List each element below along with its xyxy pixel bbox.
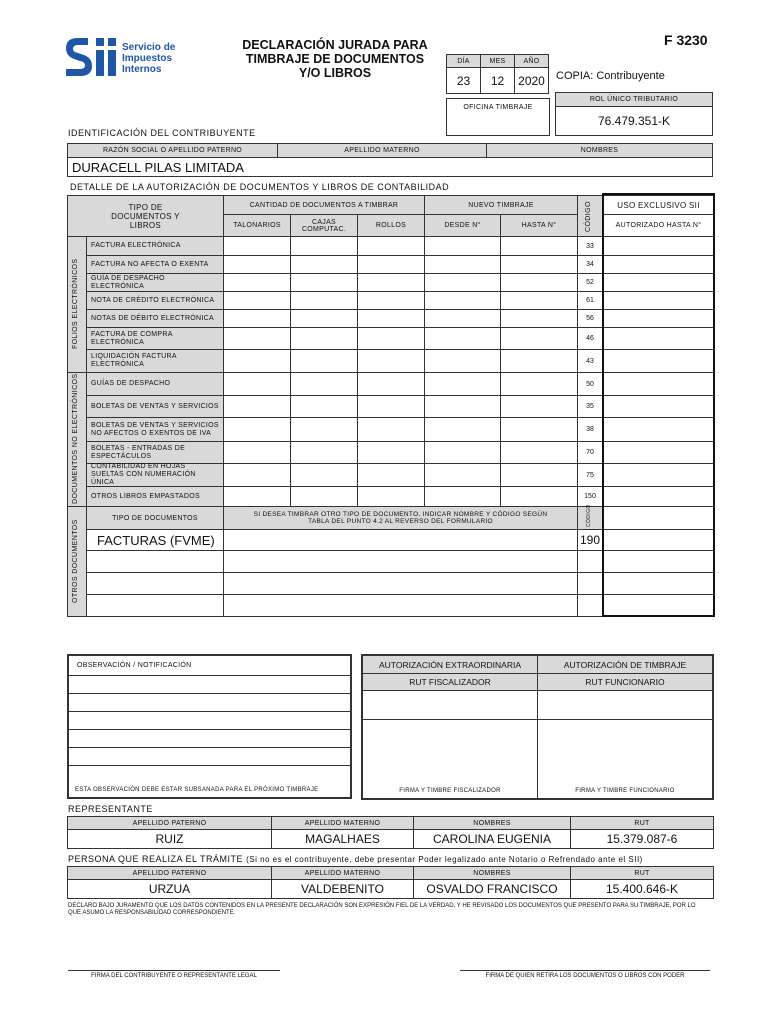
- form-code: F 3230: [664, 32, 708, 48]
- id-col2-header: APELLIDO MATERNO: [277, 143, 487, 158]
- detalle.rows2-row-input[interactable]: [223, 463, 291, 487]
- detalle-title: DETALLE DE LA AUTORIZACIÓN DE DOCUMENTOS Y LIBROS DE CONTABILIDAD: [70, 182, 450, 192]
- otros-note-field[interactable]: [223, 572, 578, 595]
- otros-tipo-header: TIPO DE DOCUMENTOS: [86, 506, 224, 530]
- date-anio-label: AÑO: [514, 54, 549, 68]
- otros-doc-field[interactable]: FACTURAS (FVME): [86, 529, 224, 551]
- detalle.rows2-row-input[interactable]: [424, 395, 501, 418]
- detalle.rows1-row-input[interactable]: [424, 327, 501, 350]
- detalle.rows1-row-input[interactable]: [424, 291, 501, 310]
- detalle.rows1-row-input[interactable]: [223, 327, 291, 350]
- detalle.rows1-row-input[interactable]: [424, 236, 501, 256]
- identificacion-title: IDENTIFICACIÓN DEL CONTRIBUYENTE: [68, 128, 256, 138]
- detalle.rows1-row-input[interactable]: [500, 273, 578, 292]
- razon-social-field[interactable]: DURACELL PILAS LIMITADA: [67, 157, 713, 177]
- detalle.rows2-row-code: 50: [577, 372, 603, 396]
- rep-h1: APELLIDO PATERNO: [67, 816, 272, 830]
- detalle.rows1-row-code: 56: [577, 309, 603, 328]
- detalle.rows2-row-autorizado[interactable]: [603, 486, 714, 507]
- detalle.rows2-row-input[interactable]: [500, 486, 578, 507]
- date-dia-label: DÍA: [446, 54, 481, 68]
- rep-rut-field[interactable]: 15.379.087-6: [570, 829, 714, 849]
- folios-group-label: FOLIOS ELECTRÓNICOS: [72, 258, 79, 350]
- detalle.rows2-row-autorizado[interactable]: [603, 463, 714, 487]
- detalle.rows1-row-label: LIQUIDACIÓN FACTURA ELECTRÓNICA: [86, 349, 224, 373]
- detalle.rows1-row-input[interactable]: [223, 309, 291, 328]
- tra-h3: NOMBRES: [413, 866, 571, 880]
- tra-h2: APELLIDO MATERNO: [271, 866, 414, 880]
- detalle.rows2-row-input[interactable]: [223, 372, 291, 396]
- copia-label: COPIA: Contribuyente: [556, 70, 665, 82]
- firma-fiscalizador-label: FIRMA Y TIMBRE FISCALIZADOR: [399, 788, 501, 794]
- rep-h4: RUT: [570, 816, 714, 830]
- rut-funcionario-header: RUT FUNCIONARIO: [537, 673, 713, 691]
- detalle.rows2-row-input[interactable]: [424, 486, 501, 507]
- detalle.rows1-row-input[interactable]: [290, 273, 358, 292]
- detalle.rows1-row-input[interactable]: [357, 291, 425, 310]
- otros-autorizado-field[interactable]: [603, 550, 714, 573]
- otros-autorizado-field[interactable]: [603, 529, 714, 551]
- rut-value[interactable]: 76.479.351-K: [555, 106, 713, 136]
- otros-group-label: OTROS DOCUMENTOS: [72, 519, 79, 603]
- sub-rollos: ROLLOS: [357, 214, 425, 237]
- tra-nombres-field[interactable]: OSVALDO FRANCISCO: [413, 879, 571, 899]
- firma-retira-label: FIRMA DE QUIEN RETIRA LOS DOCUMENTOS O LIBROS CON PODER: [485, 973, 685, 979]
- detalle.rows2-row-input[interactable]: [290, 417, 358, 442]
- firma-funcionario-area[interactable]: [537, 719, 713, 799]
- detalle.rows2-row-input[interactable]: [357, 441, 425, 464]
- rep-paterno-field[interactable]: RUIZ: [67, 829, 272, 849]
- detalle.rows2-row-autorizado[interactable]: [603, 372, 714, 396]
- sub-cajas: CAJAS COMPUTAC.: [290, 214, 358, 237]
- otros-autorizado-field[interactable]: [603, 572, 714, 595]
- detalle.rows2-row-input[interactable]: [424, 372, 501, 396]
- otros-doc-field[interactable]: [86, 572, 224, 595]
- tra-materno-field[interactable]: VALDEBENITO: [271, 879, 414, 899]
- tra-rut-field[interactable]: 15.400.646-K: [570, 879, 714, 899]
- detalle.rows2-row-code: 150: [577, 486, 603, 507]
- detalle.rows1-row-input[interactable]: [357, 236, 425, 256]
- detalle.rows1-row-input[interactable]: [290, 309, 358, 328]
- tipo-header: TIPO DE DOCUMENTOS Y LIBROS: [67, 195, 224, 237]
- detalle.rows1-row-input[interactable]: [500, 349, 578, 373]
- otros-note-field[interactable]: [223, 550, 578, 573]
- title-line2: TIMBRAJE DE DOCUMENTOS: [245, 52, 425, 66]
- detalle.rows2-row-code: 70: [577, 441, 603, 464]
- detalle.rows2-row-input[interactable]: [500, 417, 578, 442]
- detalle.rows1-row-input[interactable]: [357, 309, 425, 328]
- detalle.rows1-row-input[interactable]: [223, 291, 291, 310]
- detalle.rows1-row-code: 43: [577, 349, 603, 373]
- detalle.rows1-row-input[interactable]: [223, 255, 291, 274]
- detalle.rows2-row-label: GUÍAS DE DESPACHO: [86, 372, 224, 396]
- detalle.rows1-row-input[interactable]: [357, 327, 425, 350]
- detalle.rows2-row-input[interactable]: [357, 372, 425, 396]
- otros-doc-field[interactable]: [86, 594, 224, 617]
- detalle.rows2-row-input[interactable]: [290, 463, 358, 487]
- detalle.rows2-row-autorizado[interactable]: [603, 395, 714, 418]
- autorizacion-timbraje-header: AUTORIZACIÓN DE TIMBRAJE: [537, 655, 713, 674]
- cantidad-header: CANTIDAD DE DOCUMENTOS A TIMBRAR: [223, 195, 425, 215]
- detalle.rows2-row-input[interactable]: [357, 486, 425, 507]
- representante-title: REPRESENTANTE: [68, 804, 153, 814]
- title-line3: Y/O LIBROS: [298, 66, 372, 80]
- sub-desde: DESDE N°: [424, 214, 501, 237]
- rep-nombres-field[interactable]: CAROLINA EUGENIA: [413, 829, 571, 849]
- rep-h2: APELLIDO MATERNO: [271, 816, 414, 830]
- detalle.rows1-row-input[interactable]: [500, 236, 578, 256]
- detalle.rows1-row-input[interactable]: [223, 273, 291, 292]
- detalle.rows2-row-autorizado[interactable]: [603, 417, 714, 442]
- detalle.rows2-row-input[interactable]: [357, 395, 425, 418]
- detalle.rows1-row-autorizado[interactable]: [603, 309, 714, 328]
- otros-code-field[interactable]: [577, 572, 603, 595]
- detalle.rows1-row-input[interactable]: [424, 309, 501, 328]
- codigo-header-label: CÓDIGO: [585, 201, 592, 232]
- detalle.rows2-row-label: BOLETAS DE VENTAS Y SERVICIOS NO AFECTOS O EXENTOS DE IVA: [86, 417, 224, 442]
- rep-materno-field[interactable]: MAGALHAES: [271, 829, 414, 849]
- date-anio-value[interactable]: 2020: [514, 67, 549, 94]
- observacion-line[interactable]: [69, 693, 350, 694]
- observacion-title: OBSERVACIÓN / NOTIFICACIÓN: [77, 662, 192, 669]
- detalle.rows1-row-input[interactable]: [290, 236, 358, 256]
- detalle.rows2-row-code: 35: [577, 395, 603, 418]
- firma-funcionario-label: FIRMA Y TIMBRE FUNCIONARIO: [575, 788, 675, 794]
- otros-code-field[interactable]: [577, 550, 603, 573]
- detalle.rows2-row-label: CONTABILIDAD EN HOJAS SUELTAS CON NUMERACIÓN ÚNICA: [86, 463, 224, 487]
- tra-h1: APELLIDO PATERNO: [67, 866, 272, 880]
- detalle.rows1-row-code: 46: [577, 327, 603, 350]
- firma-fiscalizador-area[interactable]: [362, 719, 538, 799]
- detalle.rows1-row-autorizado[interactable]: [603, 273, 714, 292]
- detalle.rows2-row-autorizado[interactable]: [603, 441, 714, 464]
- logo-line3: Internos: [122, 64, 162, 75]
- detalle.rows2-row-label: OTROS LIBROS EMPASTADOS: [86, 486, 224, 507]
- detalle.rows1-row-input[interactable]: [223, 236, 291, 256]
- detalle.rows1-row-input[interactable]: [424, 273, 501, 292]
- date-dia-value[interactable]: 23: [446, 67, 481, 94]
- declaracion-text: DECLARO BAJO JURAMENTO QUE LOS DATOS CONTENIDOS EN LA PRESENTE DECLARACIÓN SON EXPRESIÓN FIEL DE LA VERDAD, Y HE REVISADO LOS DOCUMENTOS QUE PRESENTO PARA SU TIMBRAJE, POR LO QUE ASUMO LA RESPONSABILIDAD CORRESPONDIENTE.: [68, 903, 696, 916]
- nuevo-header: NUEVO TIMBRAJE: [424, 195, 578, 215]
- detalle.rows2-row-code: 75: [577, 463, 603, 487]
- otros-code-field[interactable]: [577, 594, 603, 617]
- detalle.rows1-row-code: 33: [577, 236, 603, 256]
- detalle.rows2-row-input[interactable]: [424, 441, 501, 464]
- otros-doc-field[interactable]: [86, 550, 224, 573]
- detalle.rows1-row-label: FACTURA ELECTRÓNICA: [86, 236, 224, 256]
- sub-talonarios: TALONARIOS: [223, 214, 291, 237]
- detalle.rows2-row-input[interactable]: [424, 417, 501, 442]
- observacion-line[interactable]: [69, 729, 350, 730]
- detalle.rows1-row-input[interactable]: [424, 255, 501, 274]
- observacion-footer: ESTA OBSERVACIÓN DEBE ESTAR SUBSANADA PARA EL PRÓXIMO TIMBRAJE: [75, 787, 319, 793]
- detalle.rows1-row-code: 61: [577, 291, 603, 310]
- observacion-line[interactable]: [69, 747, 350, 748]
- detalle.rows1-row-autorizado[interactable]: [603, 327, 714, 350]
- detalle.rows2-row-input[interactable]: [500, 441, 578, 464]
- otros-code-field[interactable]: 190: [577, 529, 603, 551]
- detalle.rows1-row-input[interactable]: [500, 327, 578, 350]
- detalle.rows1-row-code: 52: [577, 273, 603, 292]
- detalle.rows2-row-label: BOLETAS DE VENTAS Y SERVICIOS: [86, 395, 224, 418]
- detalle.rows1-row-label: NOTA DE CRÉDITO ELECTRÓNICA: [86, 291, 224, 310]
- detalle.rows2-row-input[interactable]: [290, 372, 358, 396]
- oficina-timbraje-box[interactable]: [446, 98, 550, 136]
- detalle.rows1-row-input[interactable]: [500, 291, 578, 310]
- detalle.rows1-row-autorizado[interactable]: [603, 291, 714, 310]
- autorizado-header: AUTORIZADO HASTA N°: [603, 214, 714, 237]
- detalle.rows2-row-code: 38: [577, 417, 603, 442]
- uso-sii-header: USO EXCLUSIVO SII: [603, 195, 714, 215]
- autorizacion-extra-header: AUTORIZACIÓN EXTRAORDINARIA: [362, 655, 538, 674]
- detalle.rows2-row-input[interactable]: [223, 486, 291, 507]
- logo-line1: Servicio de: [122, 42, 176, 53]
- sub-hasta: HASTA N°: [500, 214, 578, 237]
- rut-fiscalizador-field[interactable]: [362, 690, 538, 720]
- detalle.rows1-row-label: NOTAS DE DÉBITO ELECTRÓNICA: [86, 309, 224, 328]
- detalle.rows1-row-label: FACTURA NO AFECTA O EXENTA: [86, 255, 224, 274]
- otros-note-field[interactable]: [223, 594, 578, 617]
- observacion-line[interactable]: [69, 711, 350, 712]
- tramite-title: PERSONA QUE REALIZA EL TRÁMITE: [68, 854, 244, 864]
- detalle.rows2-row-input[interactable]: [223, 417, 291, 442]
- detalle.rows2-row-input[interactable]: [290, 486, 358, 507]
- detalle.rows2-row-input[interactable]: [424, 463, 501, 487]
- rep-h3: NOMBRES: [413, 816, 571, 830]
- otros-codigo-label: CÓDIGO: [586, 504, 592, 527]
- date-mes-value[interactable]: 12: [480, 67, 515, 94]
- firma-contribuyente-line[interactable]: [68, 970, 280, 971]
- detalle.rows2-row-input[interactable]: [357, 417, 425, 442]
- observacion-line[interactable]: [69, 675, 350, 676]
- no-electronicos-group-label: DOCUMENTOS NO ELECTRÓNICOS: [72, 373, 79, 505]
- detalle.rows1-row-input[interactable]: [223, 349, 291, 373]
- tra-paterno-field[interactable]: URZUA: [67, 879, 272, 899]
- tramite-subtitle: (Si no es el contribuyente, debe presentar Poder legalizado ante Notario o Refrendado ante el SII): [246, 855, 643, 864]
- detalle.rows1-row-input[interactable]: [290, 349, 358, 373]
- detalle.rows1-row-label: GUÍA DE DESPACHO ELECTRÓNICA: [86, 273, 224, 292]
- tra-h4: RUT: [570, 866, 714, 880]
- detalle.rows1-row-input[interactable]: [500, 255, 578, 274]
- detalle.rows2-row-input[interactable]: [223, 395, 291, 418]
- rut-fiscalizador-header: RUT FISCALIZADOR: [362, 673, 538, 691]
- detalle.rows1-row-input[interactable]: [290, 255, 358, 274]
- detalle.rows2-row-input[interactable]: [290, 395, 358, 418]
- firma-retira-line[interactable]: [460, 970, 710, 971]
- firma-contribuyente-label: FIRMA DEL CONTRIBUYENTE O REPRESENTANTE LEGAL: [91, 973, 257, 979]
- title-line1: DECLARACIÓN JURADA PARA: [242, 38, 428, 52]
- detalle.rows1-row-input[interactable]: [500, 309, 578, 328]
- rut-funcionario-field[interactable]: [537, 690, 713, 720]
- tramite-title-row: [68, 854, 643, 864]
- detalle.rows2-row-label: BOLETAS - ENTRADAS DE ESPECTÁCULOS: [86, 441, 224, 464]
- detalle.rows1-row-autorizado[interactable]: [603, 236, 714, 256]
- otros-note-field[interactable]: [223, 529, 578, 551]
- sii-logo-icon: [62, 34, 122, 80]
- detalle.rows2-row-input[interactable]: [290, 441, 358, 464]
- detalle.rows1-row-input[interactable]: [290, 327, 358, 350]
- observacion-line[interactable]: [69, 765, 350, 766]
- detalle.rows2-row-input[interactable]: [500, 372, 578, 396]
- detalle.rows1-row-input[interactable]: [357, 349, 425, 373]
- rut-label: ROL ÚNICO TRIBUTARIO: [555, 92, 713, 107]
- detalle.rows2-row-input[interactable]: [500, 395, 578, 418]
- detalle.rows1-row-input[interactable]: [424, 349, 501, 373]
- detalle.rows1-row-input[interactable]: [290, 291, 358, 310]
- form-title: [222, 38, 448, 80]
- detalle.rows2-row-input[interactable]: [223, 441, 291, 464]
- detalle.rows1-row-input[interactable]: [357, 273, 425, 292]
- detalle.rows1-row-autorizado[interactable]: [603, 349, 714, 373]
- date-mes-label: MES: [480, 54, 515, 68]
- detalle.rows1-row-code: 34: [577, 255, 603, 274]
- detalle.rows1-row-label: FACTURA DE COMPRA ELECTRÓNICA: [86, 327, 224, 350]
- detalle.rows2-row-input[interactable]: [500, 463, 578, 487]
- otros-note: SI DESEA TIMBRAR OTRO TIPO DE DOCUMENTO, INDICAR NOMBRE Y CÓDIGO SEGÚN TABLA DEL PUNTO 4.2 AL REVERSO DEL FORMULARIO: [223, 506, 578, 530]
- sii-logo: [62, 34, 192, 80]
- detalle.rows1-row-autorizado[interactable]: [603, 255, 714, 274]
- id-col1-header: RAZÓN SOCIAL O APELLIDO PATERNO: [67, 143, 278, 158]
- logo-line2: Impuestos: [122, 53, 173, 64]
- detalle.rows2-row-input[interactable]: [357, 463, 425, 487]
- otros-autorizado-field[interactable]: [603, 594, 714, 617]
- id-col3-header: NOMBRES: [486, 143, 713, 158]
- oficina-label: OFICINA TIMBRAJE: [463, 104, 533, 111]
- detalle.rows1-row-input[interactable]: [357, 255, 425, 274]
- otros-autorizado-header: [603, 506, 714, 530]
